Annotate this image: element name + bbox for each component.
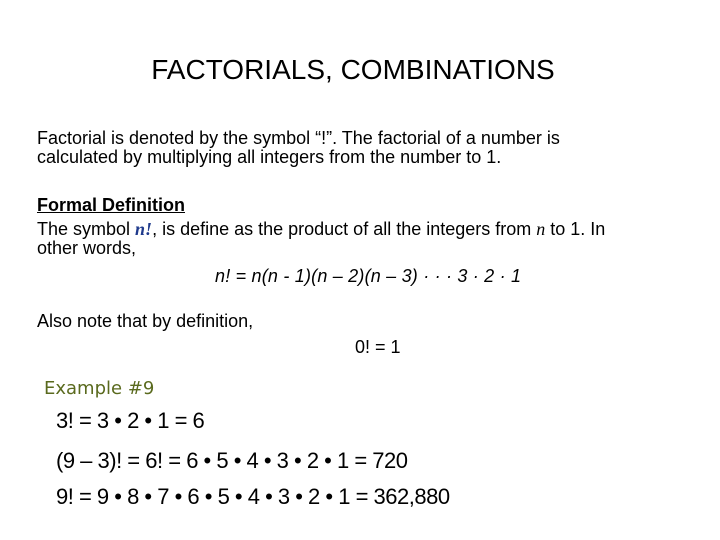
factorial-formula: n! = n(n - 1)(n – 2)(n – 3) · · · 3 · 2 · 1 — [215, 266, 522, 286]
variable-n: n — [536, 219, 546, 239]
slide-title: FACTORIALS, COMBINATIONS — [151, 54, 555, 85]
definition-heading: Formal Definition — [37, 195, 185, 215]
definition-suffix: to 1. In — [545, 219, 606, 239]
example-equation-2: (9 – 3)! = 6! = 6 • 5 • 4 • 3 • 2 • 1 = 720 — [56, 448, 408, 473]
definition-line-1 — [37, 220, 605, 239]
example-label: Example #9 — [44, 378, 155, 399]
zero-factorial-fact: 0! = 1 — [355, 337, 401, 357]
intro-line-1: Factorial is denoted by the symbol “!”. The factorial of a number is — [37, 128, 560, 148]
example-equation-1: 3! = 3 • 2 • 1 = 6 — [56, 408, 205, 433]
definition-line-2: other words, — [37, 238, 137, 258]
also-note-text: Also note that by definition, — [37, 311, 254, 331]
intro-line-2: calculated by multiplying all integers from the number to 1. — [37, 147, 502, 167]
intro-paragraph — [37, 129, 560, 167]
definition-prefix: The symbol — [37, 219, 136, 239]
definition-paragraph — [37, 220, 605, 258]
example-equation-3: 9! = 9 • 8 • 7 • 6 • 5 • 4 • 3 • 2 • 1 = 362,880 — [56, 484, 450, 509]
factorial-symbol: n! — [135, 219, 153, 239]
definition-middle: , is define as the product of all the integers from — [152, 219, 537, 239]
